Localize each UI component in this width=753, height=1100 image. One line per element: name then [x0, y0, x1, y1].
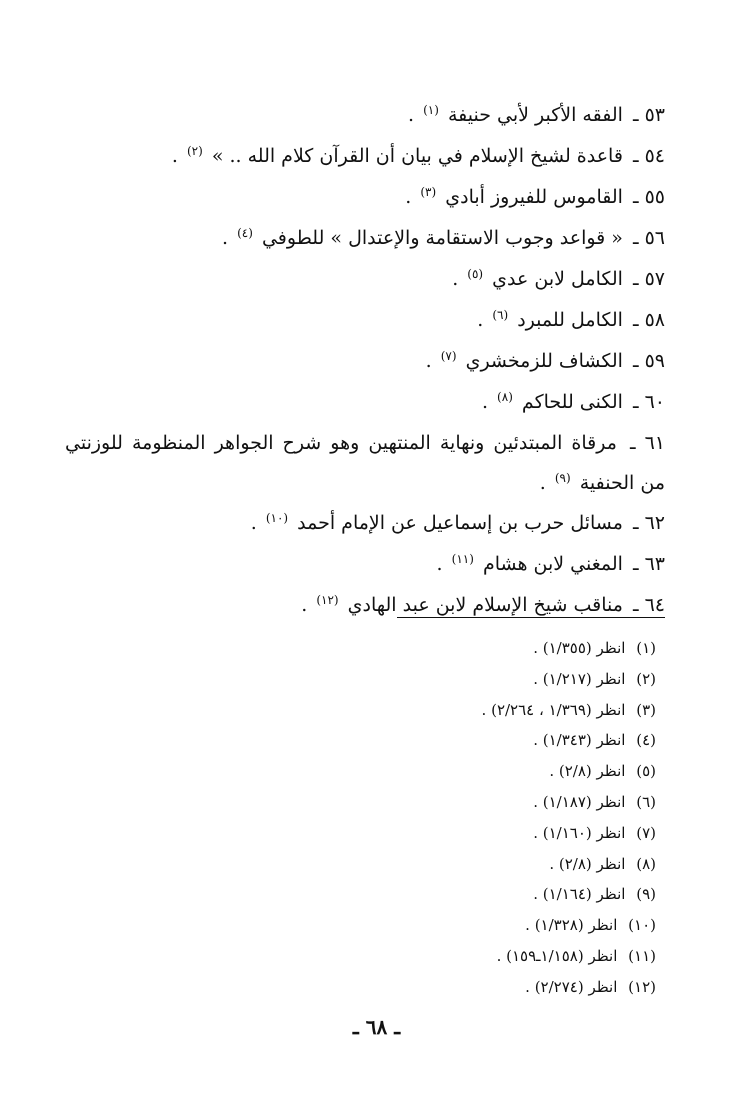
footnote-number: (١١) — [628, 946, 656, 965]
list-item — [65, 585, 665, 626]
footnote-text: انظر (١/١٦٤) . — [533, 885, 626, 904]
footnote-separator — [397, 617, 665, 618]
footnote-text: انظر (١/٣٥٥) . — [533, 639, 626, 657]
footnote-number: (٧) — [636, 823, 656, 842]
footnote-text: انظر (١/١٨٧) . — [533, 792, 626, 811]
entry-end: . — [425, 350, 432, 372]
footnote-number: (٥) — [636, 762, 656, 781]
bibliography-list — [65, 95, 665, 626]
entry-number: ٥٤ ـ — [632, 145, 665, 167]
footnote — [256, 756, 656, 787]
footnote — [256, 633, 656, 664]
list-item — [65, 95, 665, 136]
footnote-number: (٩) — [636, 885, 656, 904]
footnote-reference: (١١) — [451, 551, 474, 566]
entry-end: . — [408, 104, 415, 126]
footnote-number: (١) — [636, 639, 656, 657]
entry-number: ٥٣ ـ — [632, 104, 665, 126]
entry-number: ٦٢ ـ — [632, 512, 665, 534]
entry-end: . — [222, 227, 229, 249]
entry-number: ٦٠ ـ — [632, 391, 665, 413]
list-item — [65, 423, 665, 503]
footnote — [256, 972, 656, 1003]
entry-text: مسائل حرب بن إسماعيل عن الإمام أحمد — [297, 512, 623, 534]
footnote-reference: (٢) — [186, 143, 203, 158]
entry-text: الكامل للمبرد — [517, 309, 623, 331]
footnote-reference: (١٢) — [316, 592, 339, 607]
entry-text: الكامل لابن عدي — [492, 268, 623, 290]
entry-end: . — [477, 309, 484, 331]
footnote-reference: (١) — [423, 102, 439, 117]
entry-text: القاموس للفيروز أبادي — [445, 186, 623, 208]
footnote-text: انظر (١/١٦٠) . — [533, 823, 626, 842]
footnote-text: انظر (١/٣٦٩ ، ٢/٢٦٤) . — [481, 700, 626, 719]
entry-number: ٦٤ ـ — [632, 594, 665, 616]
entry-end: . — [250, 512, 257, 534]
footnote-number: (٦) — [636, 792, 656, 811]
footnote-text: انظر (٢/٨) . — [549, 854, 626, 873]
footnote-reference: (٧) — [440, 348, 457, 363]
list-item — [65, 341, 665, 382]
footnote — [256, 879, 656, 910]
entry-number: ٥٩ ـ — [632, 350, 665, 372]
entry-text: الكنى للحاكم — [521, 391, 623, 413]
entry-end: . — [436, 553, 443, 575]
footnote — [256, 818, 656, 849]
list-item — [65, 544, 665, 585]
entry-end: . — [301, 594, 308, 616]
entry-end: . — [539, 472, 546, 494]
footnote-number: (٣) — [636, 700, 656, 719]
entry-text: الفقه الأكبر لأبي حنيفة — [447, 104, 623, 126]
entry-text: مرقاة المبتدئين ونهاية المنتهين وهو شرح الجواهر المنظومة للوزنتي من الحنفية — [65, 432, 665, 494]
entry-end: . — [452, 268, 459, 290]
entry-text: « قواعد وجوب الاستقامة والإعتدال » للطوفي — [261, 227, 623, 249]
footnote — [256, 941, 656, 972]
footnote-number: (١٢) — [628, 977, 656, 996]
footnote-reference: (٤) — [237, 225, 253, 240]
entry-number: ٦١ ـ — [629, 432, 666, 454]
footnote-number: (٤) — [636, 731, 656, 750]
footnote — [256, 787, 656, 818]
entry-end: . — [171, 145, 178, 167]
footnote-reference: (٨) — [497, 389, 513, 404]
footnote — [256, 910, 656, 941]
entry-number: ٥٨ ـ — [632, 309, 665, 331]
footnote-reference: (٩) — [554, 470, 571, 485]
entry-number: ٥٥ ـ — [632, 186, 665, 208]
list-item — [65, 300, 665, 341]
entry-end: . — [481, 391, 488, 413]
list-item — [65, 177, 665, 218]
footnote-text: انظر (٢/٢٧٤) . — [525, 977, 618, 996]
footnote-text: انظر (١/٣٢٨) . — [525, 916, 618, 935]
entry-number: ٥٦ ـ — [632, 227, 665, 249]
list-item — [65, 218, 665, 259]
footnote-number: (٨) — [636, 854, 656, 873]
list-item — [65, 259, 665, 300]
footnote-text: انظر (٢/٨) . — [549, 762, 626, 781]
footnote-number: (٢) — [636, 669, 656, 688]
footnote — [256, 695, 656, 726]
footnote — [256, 664, 656, 695]
list-item — [65, 136, 665, 177]
entry-text: مناقب شيخ الإسلام لابن عبد الهادي — [347, 594, 623, 616]
entry-number: ٥٧ ـ — [632, 268, 665, 290]
list-item — [65, 382, 665, 423]
entry-text: الكشاف للزمخشري — [465, 350, 623, 372]
page-number: ـ ٦٨ ـ — [352, 1015, 401, 1039]
footnote-reference: (٦) — [492, 307, 509, 322]
footnote — [256, 849, 656, 880]
footnote-number: (١٠) — [628, 916, 656, 935]
footnote — [256, 725, 656, 756]
footnote-reference: (٥) — [467, 266, 484, 281]
entry-end: . — [405, 186, 412, 208]
entry-text: قاعدة لشيخ الإسلام في بيان أن القرآن كلام الله .. » — [211, 145, 623, 167]
footnote-text: انظر (١/٢١٧) . — [533, 669, 626, 688]
footnote-text: انظر (١/١٥٨ـ١٥٩) . — [496, 946, 618, 965]
footnote-text: انظر (١/٣٤٣) . — [533, 731, 626, 750]
footnote-reference: (١٠) — [265, 510, 289, 525]
entry-number: ٦٣ ـ — [632, 553, 665, 575]
footnotes-list — [256, 633, 656, 1003]
list-item — [65, 503, 665, 544]
entry-text: المغني لابن هشام — [482, 553, 623, 575]
footnote-reference: (٣) — [420, 184, 437, 199]
